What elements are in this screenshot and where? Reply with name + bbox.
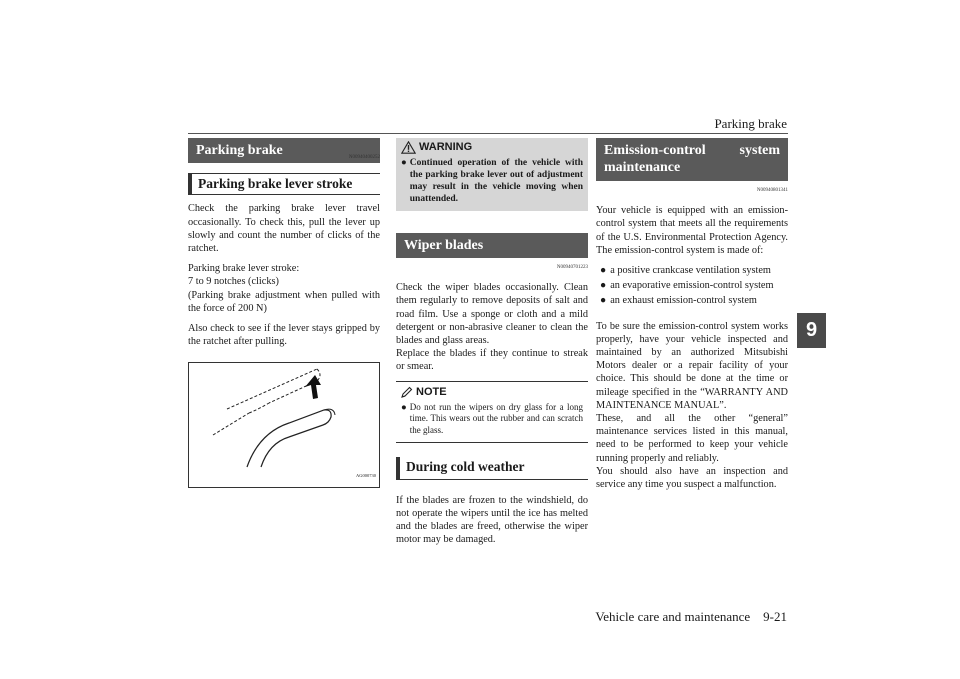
chapter-tab: 9 (797, 313, 826, 348)
warning-label: WARNING (419, 140, 473, 153)
subsection-title-cold-weather: During cold weather (396, 457, 588, 479)
section-title-wiper-blades: Wiper blades (396, 233, 588, 258)
bullet-icon: ● (600, 265, 607, 277)
stroke-condition: (Parking brake adjustment when pulled with the force of 200 N) (188, 289, 380, 314)
note-text: Do not run the wipers on dry glass for a long time. This wears out the rubber and can scratch the glass. (409, 401, 583, 435)
warning-header (396, 138, 588, 157)
paragraph: To be sure the emission-control system works properly, have your vehicle inspected and maintained by an authorized Mitsubishi Motors dealer or a repair facility of your choice. This should be done at the time or mileage specified in the “WARRANTY AND MAINTENANCE MANUAL”. (596, 320, 788, 411)
lever-illustration (189, 363, 379, 487)
paragraph: Replace the blades if they continue to streak or smear. (396, 348, 588, 373)
bullet-icon: ● (600, 295, 607, 307)
header-rule (188, 133, 788, 134)
warning-triangle-icon (401, 141, 416, 154)
list-item: ● an exhaust emission-control system (600, 295, 757, 307)
warning-box (396, 138, 588, 211)
pencil-icon (400, 386, 413, 399)
figure-code: AG000730 (356, 473, 376, 479)
page-footer: Vehicle care and maintenance 9-21 (595, 609, 787, 624)
reference-code: N00940701223 (556, 265, 588, 270)
warning-item (396, 157, 588, 205)
note-header (396, 384, 588, 402)
column-wiper (396, 138, 588, 553)
warning-text: Continued operation of the vehicle with the parking brake lever out of adjustment may result in the vehicle moving when unattended. (409, 158, 583, 204)
reference-code: N00940400252 (348, 155, 380, 161)
section-title-parking-brake: Parking brake (188, 138, 380, 163)
list-item: ● an evaporative emission-control system (600, 280, 774, 292)
column-emission (596, 138, 788, 491)
figure-parking-brake-lever (188, 362, 380, 488)
paragraph: If the blades are frozen to the windshield, do not operate the wipers until the ice has melted and the blades are freed, otherwise the wiper motor may be damaged. (396, 494, 588, 546)
list-item: ● a positive crankcase ventilation system (600, 265, 771, 277)
stroke-value: 7 to 9 notches (clicks) (188, 276, 279, 288)
reference-code: N00940801341 (756, 188, 788, 193)
note-box (396, 381, 588, 444)
bullet-icon: ● (401, 402, 407, 413)
paragraph: Also check to see if the lever stays gripped by the ratchet after pulling. (188, 323, 380, 348)
subsection-title-lever-stroke: Parking brake lever stroke (188, 173, 380, 195)
stroke-label: Parking brake lever stroke: (188, 263, 300, 275)
section-title-emission-control: Emission-control system maintenance (596, 138, 788, 181)
running-head: Parking brake (714, 116, 787, 131)
paragraph: You should also have an inspection and service any time you suspect a malfunction. (596, 465, 788, 491)
paragraph: Check the parking brake lever travel occasionally. To check this, pull the lever up slowly and count the number of clicks of the ratchet. (188, 203, 380, 255)
paragraph: These, and all the other “general” maintenance services listed in this manual, need to be performed to keep your vehicle running properly and reliably. (596, 413, 788, 464)
column-parking-brake (188, 138, 380, 488)
paragraph: Check the wiper blades occasionally. Clean them regularly to remove deposits of salt and road film. Use a sponge or cloth and a mild detergent or non-abrasive cleaner to clean the blades and glass areas. (396, 282, 588, 347)
note-label: NOTE (416, 385, 447, 398)
paragraph: Your vehicle is equipped with an emission-control system that meets all the requirements of the U.S. Environmental Protection Agency. The emission-control system is made of: (596, 205, 788, 256)
bullet-icon: ● (401, 158, 407, 168)
bullet-icon: ● (600, 280, 607, 292)
note-item (396, 402, 588, 437)
